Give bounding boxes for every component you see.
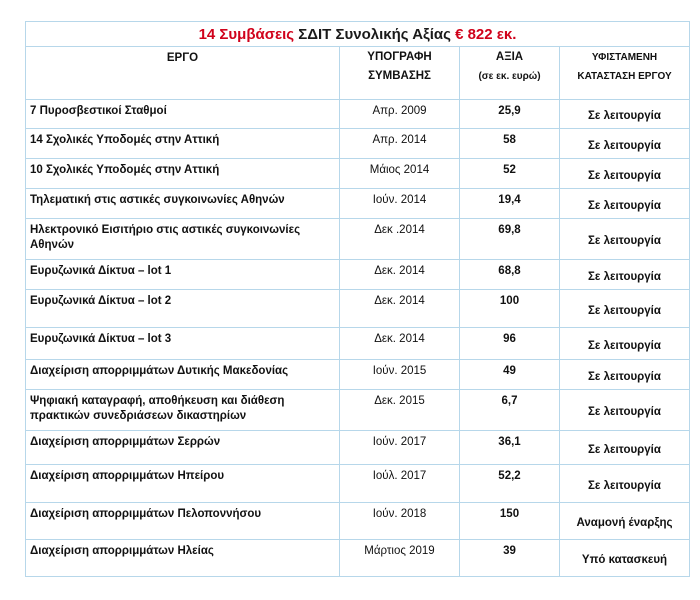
contract-value: 25,9 bbox=[460, 100, 560, 129]
signing-date: Απρ. 2014 bbox=[340, 129, 460, 159]
project-status: Σε λειτουργία bbox=[560, 129, 690, 159]
project-status: Αναμονή έναρξης bbox=[560, 503, 690, 540]
contract-value: 68,8 bbox=[460, 260, 560, 290]
table-row bbox=[26, 260, 690, 290]
table-row bbox=[26, 100, 690, 129]
table-row bbox=[26, 290, 690, 328]
table-row bbox=[26, 189, 690, 219]
signing-date: Ιούν. 2017 bbox=[340, 431, 460, 465]
project-name: Διαχείριση απορριμμάτων Ηπείρου bbox=[26, 465, 340, 503]
signing-date: Ιούν. 2015 bbox=[340, 360, 460, 390]
header-value: ΑΞΙΑ (σε εκ. ευρώ) bbox=[460, 47, 560, 100]
contract-value: 6,7 bbox=[460, 390, 560, 431]
signing-date: Δεκ. 2014 bbox=[340, 290, 460, 328]
project-status: Σε λειτουργία bbox=[560, 328, 690, 360]
header-row bbox=[26, 47, 690, 100]
project-name: Τηλεματική στις αστικές συγκοινωνίες Αθηνών bbox=[26, 189, 340, 219]
contract-value: 150 bbox=[460, 503, 560, 540]
project-name: Διαχείριση απορριμμάτων Δυτικής Μακεδονίας bbox=[26, 360, 340, 390]
signing-date: Δεκ .2014 bbox=[340, 219, 460, 260]
project-name: 7 Πυροσβεστικοί Σταθμοί bbox=[26, 100, 340, 129]
title-text: ΣΔΙΤ Συνολικής Αξίας bbox=[298, 25, 451, 43]
title-count: 14 Συμβάσεις bbox=[198, 25, 295, 43]
table-row bbox=[26, 129, 690, 159]
project-status: Σε λειτουργία bbox=[560, 260, 690, 290]
signing-date: Δεκ. 2014 bbox=[340, 260, 460, 290]
project-name: Ευρυζωνικά Δίκτυα – lot 2 bbox=[26, 290, 340, 328]
project-name: Ψηφιακή καταγραφή, αποθήκευση και διάθεση πρακτικών συνεδριάσεων δικαστηρίων bbox=[26, 390, 340, 431]
contract-value: 52 bbox=[460, 159, 560, 189]
signing-date: Δεκ. 2014 bbox=[340, 328, 460, 360]
contract-value: 52,2 bbox=[460, 465, 560, 503]
signing-date: Μάιος 2014 bbox=[340, 159, 460, 189]
contract-value: 96 bbox=[460, 328, 560, 360]
project-status: Σε λειτουργία bbox=[560, 390, 690, 431]
contract-value: 58 bbox=[460, 129, 560, 159]
ppp-contracts-table bbox=[25, 21, 690, 577]
table-row bbox=[26, 328, 690, 360]
header-project: ΕΡΓΟ bbox=[26, 47, 340, 100]
signing-date: Ιούλ. 2017 bbox=[340, 465, 460, 503]
table-row bbox=[26, 431, 690, 465]
title-total: € 822 εκ. bbox=[455, 25, 517, 43]
signing-date: Ιούν. 2018 bbox=[340, 503, 460, 540]
project-name: Διαχείριση απορριμμάτων Σερρών bbox=[26, 431, 340, 465]
project-name: Διαχείριση απορριμμάτων Πελοποννήσου bbox=[26, 503, 340, 540]
contract-value: 36,1 bbox=[460, 431, 560, 465]
signing-date: Ιούν. 2014 bbox=[340, 189, 460, 219]
table-row bbox=[26, 159, 690, 189]
project-status: Υπό κατασκευή bbox=[560, 540, 690, 577]
contract-value: 49 bbox=[460, 360, 560, 390]
project-name: 14 Σχολικές Υποδομές στην Αττική bbox=[26, 129, 340, 159]
project-status: Σε λειτουργία bbox=[560, 360, 690, 390]
table-title bbox=[26, 22, 690, 47]
project-name: 10 Σχολικές Υποδομές στην Αττική bbox=[26, 159, 340, 189]
project-status: Σε λειτουργία bbox=[560, 465, 690, 503]
table-row bbox=[26, 219, 690, 260]
signing-date: Μάρτιος 2019 bbox=[340, 540, 460, 577]
project-status: Σε λειτουργία bbox=[560, 431, 690, 465]
title-row bbox=[26, 22, 690, 47]
table-row bbox=[26, 360, 690, 390]
project-name: Ευρυζωνικά Δίκτυα – lot 3 bbox=[26, 328, 340, 360]
signing-date: Δεκ. 2015 bbox=[340, 390, 460, 431]
project-status: Σε λειτουργία bbox=[560, 290, 690, 328]
project-name: Ηλεκτρονικό Εισιτήριο στις αστικές συγκοινωνίες Αθηνών bbox=[26, 219, 340, 260]
project-status: Σε λειτουργία bbox=[560, 159, 690, 189]
project-status: Σε λειτουργία bbox=[560, 219, 690, 260]
contract-value: 39 bbox=[460, 540, 560, 577]
table-row bbox=[26, 465, 690, 503]
project-status: Σε λειτουργία bbox=[560, 100, 690, 129]
contract-value: 69,8 bbox=[460, 219, 560, 260]
header-signing: ΥΠΟΓΡΑΦΗ ΣΥΜΒΑΣΗΣ bbox=[340, 47, 460, 100]
table-row bbox=[26, 390, 690, 431]
ppp-contracts-table-container bbox=[25, 21, 690, 577]
header-status: ΥΦΙΣΤΑΜΕΝΗ ΚΑΤΑΣΤΑΣΗ ΕΡΓΟΥ bbox=[560, 47, 690, 100]
signing-date: Απρ. 2009 bbox=[340, 100, 460, 129]
contract-value: 100 bbox=[460, 290, 560, 328]
table-row bbox=[26, 503, 690, 540]
project-name: Διαχείριση απορριμμάτων Ηλείας bbox=[26, 540, 340, 577]
project-status: Σε λειτουργία bbox=[560, 189, 690, 219]
table-row bbox=[26, 540, 690, 577]
contract-value: 19,4 bbox=[460, 189, 560, 219]
project-name: Ευρυζωνικά Δίκτυα – lot 1 bbox=[26, 260, 340, 290]
